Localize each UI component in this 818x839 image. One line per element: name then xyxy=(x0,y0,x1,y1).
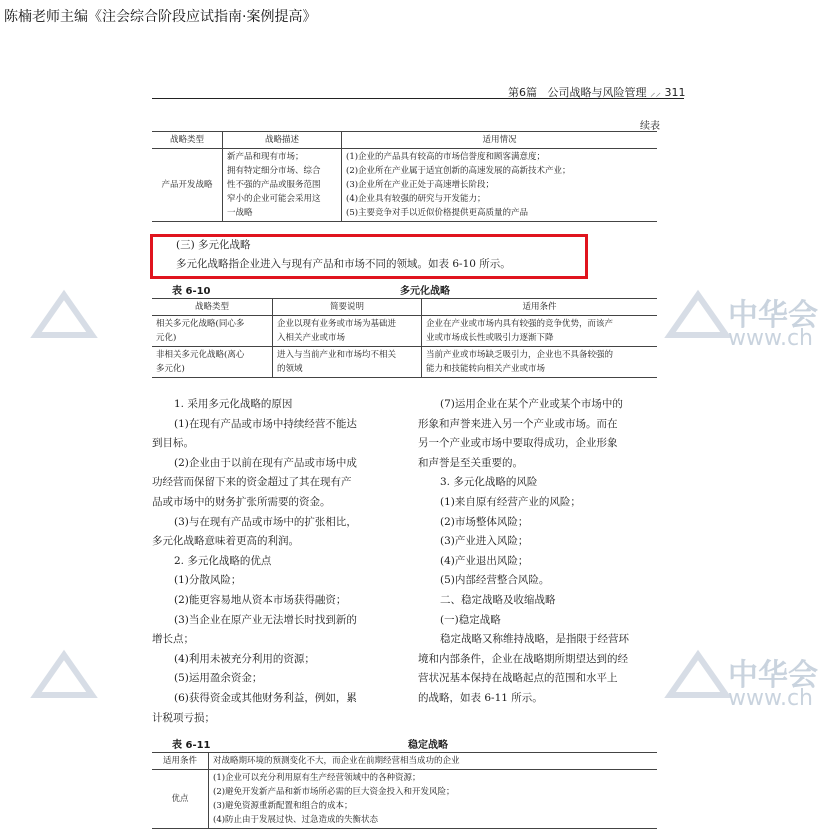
watermark-logo-icon xyxy=(668,650,728,704)
table-header-cell: 战略类型 xyxy=(152,299,273,316)
document-caption: 陈楠老师主编《注会综合阶段应试指南·案例提高》 xyxy=(4,9,317,25)
paragraph-line: 营状况基本保持在战略起点的范围和水平上 xyxy=(418,672,618,685)
paragraph-line: 境和内部条件，企业在战略期所期望达到的经 xyxy=(418,652,628,665)
paragraph-line: (4)产业退出风险； xyxy=(440,554,529,567)
table-row: 相关多元化战略(同心多 元化) 企业以现有业务或市场为基础进 入相关产业或市场 企业在产业或市场内具有较强的竞争优势，而该产 业或市场成长性或吸引力逐渐下降 xyxy=(152,316,657,347)
paragraph-line: (1)来自原有经营产业的风险； xyxy=(440,495,581,508)
paragraph-line: (一)稳定战略 xyxy=(440,613,501,626)
watermark-text: 中华会 xyxy=(728,298,818,333)
section-heading: (三) 多元化战略 xyxy=(176,239,251,251)
paragraph-line: 3. 多元化战略的风险 xyxy=(440,476,538,489)
table-row: 非相关多元化战略(离心 多元化) 进入与当前产业和市场均不相关 的领域 当前产业或市场缺乏吸引力，企业也不具备较强的 能力和技能转向相关产业或市场 xyxy=(152,347,657,378)
paragraph-line: (7)运用企业在某个产业或某个市场中的 xyxy=(440,398,623,410)
table-row: 适用条件 对战略期环境的预测变化不大，而企业在前期经营相当成功的企业 xyxy=(152,753,657,770)
strategy-type-cell: 产品开发战略 xyxy=(152,149,223,222)
table-continued xyxy=(152,131,657,222)
page-number: 311 xyxy=(664,86,686,99)
conditions-cell: (1)企业的产品具有较高的市场信誉度和顾客满意度； (2)企业所在产业属于适宜创新的高速发展的高新技术产业； (3)企业所在产业正处于高速增长阶段； (4)企业具有较强的研究与开发能力； (5)主要竞争对手以近似价格提供更高质量的产品 xyxy=(342,149,658,222)
paragraph-line: 多元化战略意味着更高的利润。 xyxy=(152,535,299,548)
paragraph-line: 另一个产业或市场中要取得成功，企业形象 xyxy=(418,437,618,450)
table-header-cell: 战略类型 xyxy=(152,132,223,149)
paragraph-line: (3)与在现有产品或市场中的扩张相比， xyxy=(174,515,357,528)
paragraph-line: 二、稳定战略及收缩战略 xyxy=(440,593,556,606)
table-header-cell: 适用条件 xyxy=(422,299,658,316)
row-label: 优点 xyxy=(152,770,209,829)
paragraph-line: 到目标。 xyxy=(152,437,194,450)
header-part: 第6篇 xyxy=(508,86,537,99)
table-title: 稳定战略 xyxy=(408,740,448,751)
table-6-11 xyxy=(152,752,657,829)
paragraph-line: 2. 多元化战略的优点 xyxy=(174,554,272,567)
paragraph-line: (5)运用盈余资金； xyxy=(174,672,263,685)
watermark-logo-icon xyxy=(34,650,94,704)
paragraph-line: 和声誉是至关重要的。 xyxy=(418,456,523,469)
right-column xyxy=(418,395,668,709)
table-header-row xyxy=(152,132,657,149)
left-column xyxy=(152,395,402,728)
watermark-url: www.ch xyxy=(728,326,813,351)
feather-icon: ⸝⸝ xyxy=(650,86,661,99)
table-header-cell: 战略描述 xyxy=(223,132,342,149)
paragraph-line: 1. 采用多元化战略的原因 xyxy=(174,398,293,410)
paragraph-line: 的战略，如表 6-11 所示。 xyxy=(418,691,543,704)
paragraph-line: (1)在现有产品或市场中持续经营不能达 xyxy=(174,417,357,430)
strategy-description-cell: 新产品和现有市场； 拥有特定细分市场、综合 性不强的产品或服务范围 窄小的企业可能会采用这 一战略 xyxy=(223,149,342,222)
paragraph-line: (3)当企业在原产业无法增长时找到新的 xyxy=(174,613,357,626)
table-title: 多元化战略 xyxy=(400,286,450,297)
header-rule xyxy=(152,98,684,99)
continued-label: 续表 xyxy=(640,121,660,132)
paragraph-line: (4)利用未被充分利用的资源； xyxy=(174,652,315,665)
watermark-logo-icon xyxy=(668,290,728,344)
table-header-row xyxy=(152,299,657,316)
table-header-cell: 适用情况 xyxy=(342,132,658,149)
row-label: 适用条件 xyxy=(152,753,209,770)
paragraph-line: (2)能更容易地从资本市场获得融资； xyxy=(174,593,347,606)
paragraph-line: (6)获得资金或其他财务利益，例如，累 xyxy=(174,691,357,704)
paragraph-line: (2)市场整体风险； xyxy=(440,515,529,528)
paragraph-line: 增长点； xyxy=(152,633,194,646)
paragraph-line: (5)内部经营整合风险。 xyxy=(440,574,550,587)
paragraph-line: (2)企业由于以前在现有产品或市场中成 xyxy=(174,456,357,469)
table-number: 表 6-10 xyxy=(172,286,211,297)
paragraph-line: 稳定战略又称维持战略，是指限于经营环 xyxy=(440,633,629,646)
paragraph-line: 功经营而保留下来的资金超过了其在现有产 xyxy=(152,476,352,489)
table-number: 表 6-11 xyxy=(172,740,211,751)
paragraph-line: 品或市场中的财务扩张所需要的资金。 xyxy=(152,495,331,508)
watermark-text: 中华会 xyxy=(728,658,818,693)
table-6-10 xyxy=(152,298,657,378)
paragraph-line: 计税项亏损； xyxy=(152,711,215,724)
table-row xyxy=(152,149,657,222)
paragraph-line: (3)产业进入风险； xyxy=(440,535,529,548)
paragraph-line: (1)分散风险； xyxy=(174,574,242,587)
watermark-url: www.ch xyxy=(728,686,813,711)
table-row: 优点 (1)企业可以充分利用原有生产经营领域中的各种资源； (2)避免开发新产品和新市场所必需的巨大资金投入和开发风险； (3)避免资源重新配置和组合的成本； (4)防止由于发展过快、过急造成的失衡状态 xyxy=(152,770,657,829)
header-title: 公司战略与风险管理 xyxy=(547,86,647,99)
table-header-cell: 简要说明 xyxy=(273,299,422,316)
watermark-logo-icon xyxy=(34,290,94,344)
section-text: 多元化战略指企业进入与现有产品和市场不同的领域。如表 6-10 所示。 xyxy=(176,258,511,270)
paragraph-line: 形象和声誉来进入另一个产业或市场。而在 xyxy=(418,417,618,430)
